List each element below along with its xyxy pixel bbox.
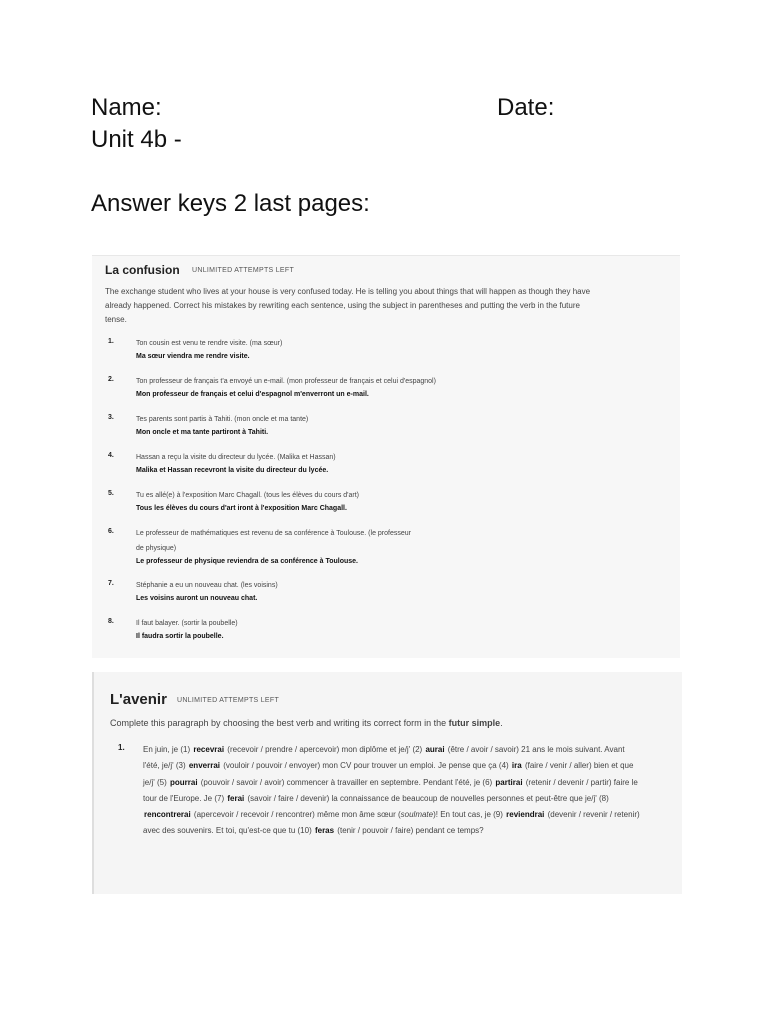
item-question: Ton cousin est venu te rendre visite. (ma sœur) (136, 340, 283, 347)
para-text: (savoir / faire / devenir) la connaissance de beaucoup de nouvelles personnes et peut-être que je/j' (8) (245, 793, 609, 803)
confusion-panel (92, 255, 680, 658)
item-number: 8. (108, 618, 114, 625)
confusion-intro: The exchange student who lives at your house is very confused today. He is telling you about things that will happen as though they have already happened. Correct his mistakes by rewriting each sentence, using the subject in parentheses and putting the verb in the future tense. (105, 287, 591, 324)
answer-word: feras (314, 826, 335, 836)
avenir-intro-end: . (500, 718, 503, 728)
item-number: 2. (108, 376, 114, 383)
para-text: En juin, je (1) (143, 745, 193, 754)
para-text: (recevoir / prendre / apercevoir) mon diplôme et je/j' (2) (225, 745, 425, 754)
item-question-continued: de physique) (136, 545, 177, 552)
item-number: 4. (108, 452, 114, 459)
para-text: (retenir / devenir / partir) faire le tour de l'Europe. Je (7) (143, 777, 638, 803)
answer-word: pourrai (169, 777, 198, 787)
italic-word: soulmate (400, 810, 434, 820)
item-answer: Malika et Hassan recevront la visite du directeur du lycée. (136, 467, 329, 474)
para-text: (pouvoir / savoir / avoir) commencer à travailler en septembre. Pendant l'été, je (6) (198, 777, 495, 787)
avenir-title: L'avenir (110, 691, 167, 708)
para-text: )! En tout cas, je (9) (433, 810, 506, 820)
answer-word: aurai (425, 745, 445, 754)
answer-keys-heading: Answer keys 2 last pages: (91, 190, 370, 217)
item-answer: Mon oncle et ma tante partiront à Tahiti. (136, 429, 269, 436)
item-question: Il faut balayer. (sortir la poubelle) (136, 620, 238, 627)
item-number: 3. (108, 414, 114, 421)
item-answer: Ma sœur viendra me rendre visite. (136, 353, 250, 360)
item-question: Hassan a reçu la visite du directeur du lycée. (Malika et Hassan) (136, 454, 336, 461)
para-text: (devenir / revenir / retenir) avec des souvenirs. Et toi, qu'est-ce que tu (10) (143, 810, 640, 836)
avenir-attempts-badge: UNLIMITED ATTEMPTS LEFT (177, 697, 280, 704)
avenir-intro (110, 716, 650, 730)
unit-label: Unit 4b - (91, 126, 182, 153)
para-text: (être / avoir / savoir) 21 ans le mois suivant. Avant l'été, je/j' (3) (143, 745, 625, 771)
item-answer: Mon professeur de français et celui d'espagnol m'enverront un e-mail. (136, 391, 369, 398)
avenir-panel (92, 672, 682, 894)
item-number: 6. (108, 528, 114, 535)
date-label: Date: (497, 94, 555, 121)
item-answer: Il faudra sortir la poubelle. (136, 633, 224, 640)
answer-word: ferai (227, 793, 245, 803)
answer-word: reviendrai (506, 810, 545, 820)
item-question: Stéphanie a eu un nouveau chat. (les voisins) (136, 582, 278, 589)
confusion-attempts-badge: UNLIMITED ATTEMPTS LEFT (192, 267, 295, 274)
item-answer: Les voisins auront un nouveau chat. (136, 595, 258, 602)
item-question: Ton professeur de français t'a envoyé un e-mail. (mon professeur de français et celui d'espagnol) (136, 378, 436, 385)
item-question: Tu es allé(e) à l'exposition Marc Chagall. (tous les élèves du cours d'art) (136, 492, 360, 499)
item-question: Le professeur de mathématiques est revenu de sa conférence à Toulouse. (le professeur (136, 530, 411, 537)
avenir-intro-bold: futur simple (448, 718, 501, 728)
para-text: (tenir / pouvoir / faire) pendant ce temps? (335, 826, 484, 836)
item-number: 1. (118, 743, 125, 752)
para-text: (apercevoir / recevoir / rencontrer) même mon âme sœur ( (191, 810, 401, 820)
item-question: Tes parents sont partis à Tahiti. (mon oncle et ma tante) (136, 416, 309, 423)
para-text: (vouloir / pouvoir / envoyer) mon CV pour trouver un emploi. Je pense que ça (4) (221, 761, 511, 771)
avenir-intro-text: Complete this paragraph by choosing the best verb and writing its correct form in the (110, 718, 449, 728)
item-number: 7. (108, 580, 114, 587)
item-number: 1. (108, 338, 114, 345)
answer-word: enverrai (188, 761, 220, 771)
avenir-paragraph (143, 742, 643, 840)
item-number: 5. (108, 490, 114, 497)
item-answer: Tous les élèves du cours d'art iront à l'exposition Marc Chagall. (136, 505, 347, 512)
answer-word: partirai (495, 777, 523, 787)
item-answer: Le professeur de physique reviendra de sa conférence à Toulouse. (136, 558, 358, 565)
answer-word: rencontrerai (144, 810, 191, 820)
confusion-title: La confusion (105, 263, 180, 277)
para-text: (faire / venir / aller) bien et que je/j' (5) (143, 761, 634, 787)
answer-word: recevrai (193, 745, 225, 754)
answer-word: ira (511, 761, 522, 771)
name-label: Name: (91, 94, 162, 121)
